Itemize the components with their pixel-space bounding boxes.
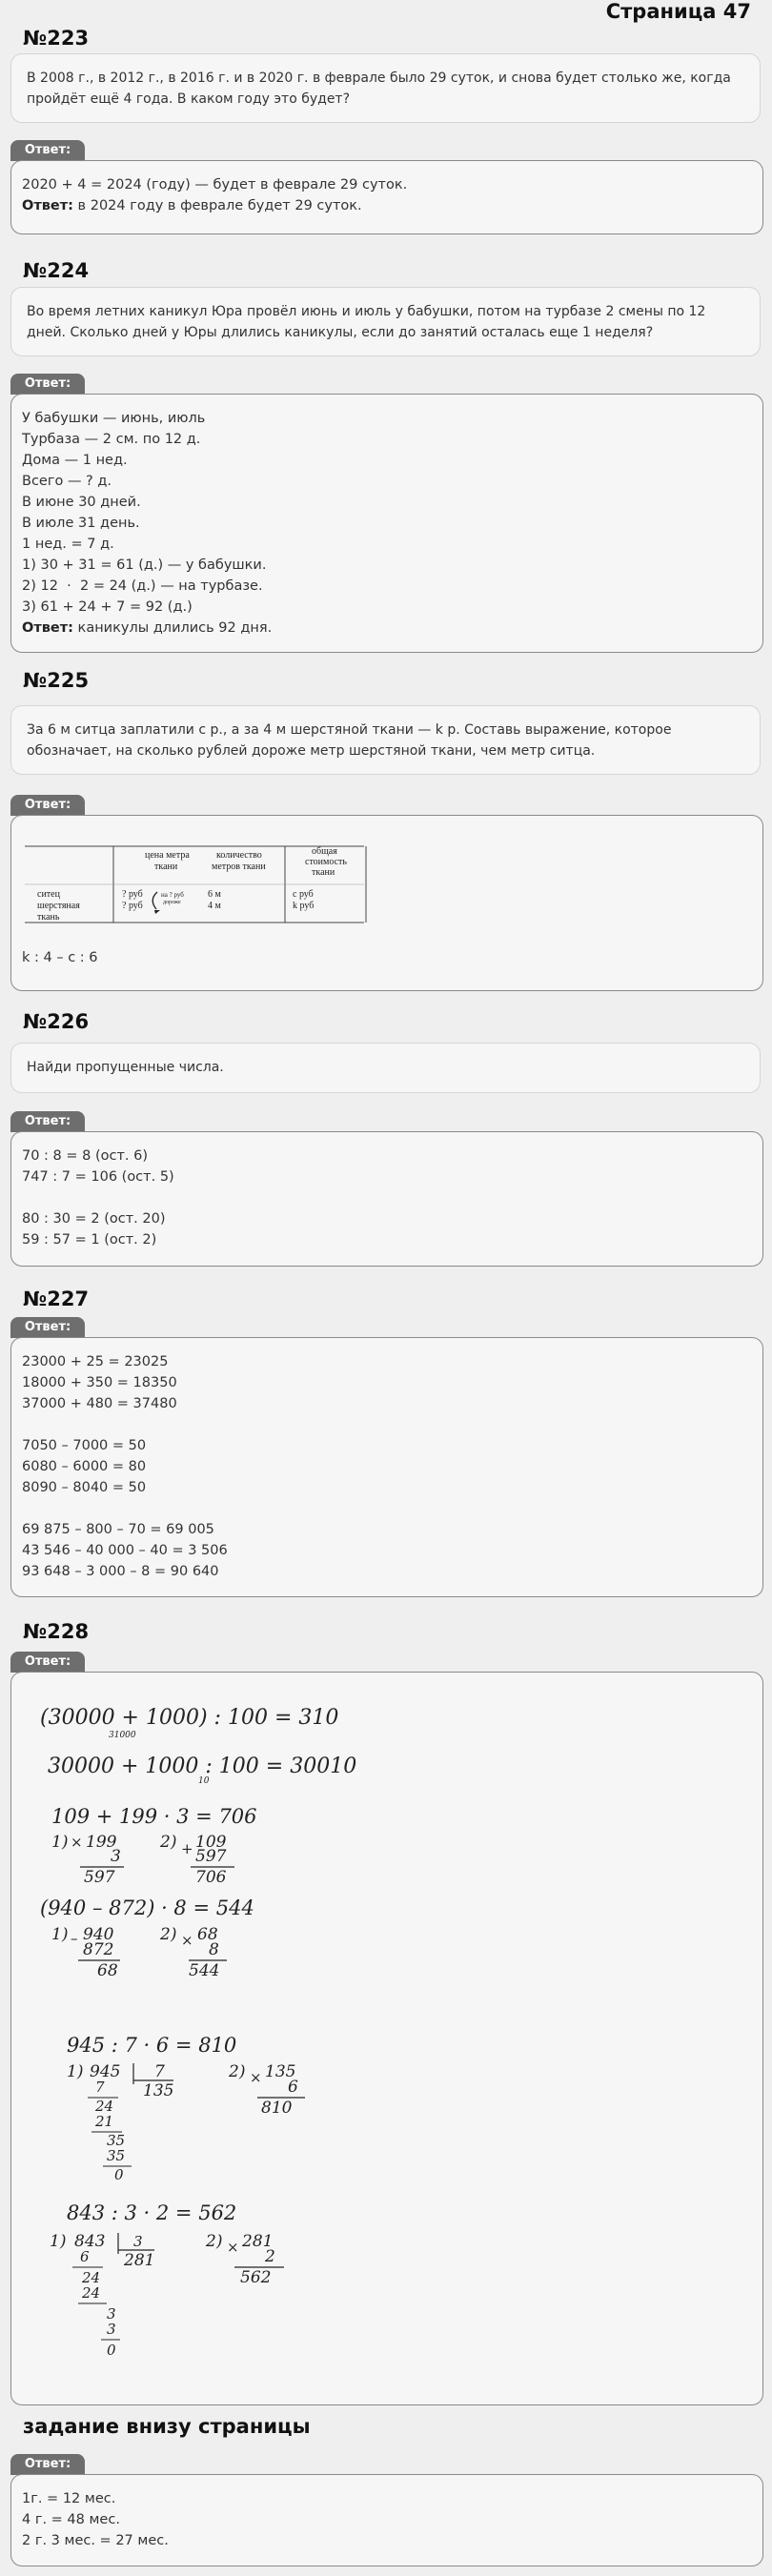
hw-step-num: 1) (51, 1925, 69, 1944)
hw-num: 21 (95, 2113, 114, 2130)
answer-line: 69 875 – 800 – 70 = 69 005 (22, 1522, 214, 1537)
table-header-qty-2: метров ткани (212, 862, 266, 872)
row-wool-total: k руб (293, 901, 315, 911)
row-wool-price: ? руб (122, 901, 143, 911)
hw-num: 7 (154, 2062, 165, 2081)
hw-num: 199 (86, 1833, 117, 1852)
hw-note: 31000 (109, 1731, 136, 1740)
answer-text: в 2024 году в феврале будет 29 суток. (72, 198, 362, 213)
task-227-answer-tab[interactable]: Ответ: (10, 1317, 85, 1338)
hw-num: 24 (82, 2284, 101, 2302)
hw-num: 3 (107, 2305, 116, 2322)
hw-num: 706 (195, 1868, 227, 1887)
answer-line (22, 618, 752, 639)
hw-op: × (227, 2239, 239, 2256)
table-header-price: цена метра (145, 850, 190, 861)
bottom-answer-tab[interactable]: Ответ: (10, 2454, 85, 2475)
hw-expr: 109 + 199 · 3 = 706 (51, 1805, 257, 1828)
answer-line: В июле 31 день. (22, 516, 140, 531)
answer-line: 2020 + 4 = 2024 (году) — будет в феврале 29 суток. (22, 177, 408, 193)
hw-num: 3 (133, 2233, 143, 2250)
hw-step-num: 1) (51, 1833, 69, 1852)
hw-num: 24 (82, 2269, 101, 2286)
answer-line: 59 : 57 = 1 (ост. 2) (22, 1232, 157, 1247)
hw-op: + (181, 1840, 193, 1857)
hw-num: 7 (95, 2079, 105, 2096)
answer-prefix: Ответ: (22, 620, 73, 636)
answer-line: 37000 + 480 = 37480 (22, 1396, 177, 1411)
hw-expr: 945 : 7 · 6 = 810 (67, 2034, 237, 2057)
task-224-title: №224 (23, 259, 90, 282)
task-226-question: Найди пропущенные числа. (10, 1043, 761, 1093)
task-226-title: №226 (23, 1010, 90, 1033)
hw-num: 6 (288, 2078, 298, 2097)
hw-step-num: 1) (50, 2232, 67, 2251)
answer-line: 70 : 8 = 8 (ост. 6) (22, 1148, 149, 1164)
table-header-qty: количество (216, 850, 262, 861)
task-223-question: В 2008 г., в 2012 г., в 2016 г. и в 2020 г. в феврале было 29 суток, и снова будет столько же, когда пройдёт ещё 4 года. В каком году это будет? (10, 53, 761, 123)
answer-prefix: Ответ: (22, 198, 73, 213)
row-cotton-qty: 6 м (208, 889, 221, 900)
row-label-wool: шерстяная (37, 901, 80, 911)
task-228-answer-tab[interactable]: Ответ: (10, 1652, 85, 1673)
hw-expr: 843 : 3 · 2 = 562 (67, 2201, 237, 2224)
spacer (22, 1498, 752, 1519)
answer-line: 3) 61 + 24 + 7 = 92 (д.) (22, 599, 193, 615)
hw-step-num: 2) (160, 1833, 177, 1852)
hw-num: 945 (90, 2062, 121, 2081)
task-225-answer (10, 815, 763, 991)
task-226-answer (10, 1131, 763, 1267)
hw-num: 3 (111, 1847, 121, 1866)
hw-num: 109 (195, 1833, 227, 1852)
task-228-title: №228 (23, 1620, 90, 1643)
bottom-task-title: задание внизу страницы (23, 2415, 311, 2438)
hw-step-num: 2) (229, 2062, 246, 2081)
answer-line: 43 546 – 40 000 – 40 = 3 506 (22, 1543, 228, 1558)
answer-line: Всего — ? д. (22, 474, 112, 489)
answer-line: 7050 – 7000 = 50 (22, 1438, 147, 1453)
answer-line: 18000 + 350 = 18350 (22, 1375, 177, 1390)
arrow-note-2: дороже (163, 900, 181, 905)
hw-op: × (181, 1932, 193, 1949)
hw-num: 0 (107, 2342, 116, 2359)
hw-num: 135 (143, 2081, 174, 2100)
task-223-title: №223 (23, 27, 90, 50)
hw-step-num: 2) (206, 2232, 223, 2251)
bottom-answer (10, 2474, 763, 2566)
answer-line (22, 195, 752, 216)
task-225-title: №225 (23, 669, 90, 692)
hw-num: 940 (83, 1925, 114, 1944)
spacer (22, 1414, 752, 1435)
hw-expr: (940 – 872) · 8 = 544 (40, 1897, 254, 1919)
hw-op: – (71, 1930, 78, 1947)
page-number: Страница 47 (605, 0, 751, 23)
answer-line: 2) 12 · 2 = 24 (д.) — на турбазе. (22, 578, 263, 594)
task-223-answer (10, 160, 763, 234)
table-header-price-2: ткани (154, 862, 178, 872)
hw-num: 810 (261, 2099, 293, 2118)
hw-num: 68 (97, 1961, 118, 1980)
task-225-answer-tab[interactable]: Ответ: (10, 795, 85, 816)
task-228-answer (10, 1672, 763, 2405)
answer-line: 23000 + 25 = 23025 (22, 1354, 169, 1369)
answer-line: У бабушки — июнь, июль (22, 411, 206, 426)
hw-num: 872 (83, 1940, 114, 1959)
task-225-table-image (21, 844, 383, 949)
task-224-question: Во время летних каникул Юра провёл июнь и июль у бабушки, потом на турбазе 2 смены по 12 дней. Сколько дней у Юры длились каникулы, если до занятий осталась еще 1 неделя? (10, 287, 761, 356)
arrow-head-icon (154, 910, 160, 914)
answer-line: 4 г. = 48 мес. (22, 2512, 120, 2527)
hw-num: 562 (240, 2268, 272, 2287)
arrow-note: на ? руб (161, 891, 184, 899)
answer-line: 1 нед. = 7 д. (22, 537, 114, 552)
answer-line: 1г. = 12 мес. (22, 2491, 116, 2506)
answer-line: 1) 30 + 31 = 61 (д.) — у бабушки. (22, 558, 267, 573)
answer-line: Турбаза — 2 см. по 12 д. (22, 432, 201, 447)
answer-line: 8090 – 8040 = 50 (22, 1480, 147, 1495)
row-cotton-total: с руб (293, 889, 314, 900)
row-wool-qty: 4 м (208, 901, 221, 911)
hw-num: 3 (107, 2321, 116, 2338)
task-228-handwritten-image (11, 1673, 762, 2404)
answer-line: 93 648 – 3 000 – 8 = 90 640 (22, 1564, 219, 1579)
answer-line: 2 г. 3 мес. = 27 мес. (22, 2533, 169, 2548)
row-label-cotton: ситец (37, 889, 60, 900)
task-225-question: За 6 м ситца заплатили с р., а за 4 м шерстяной ткани — k р. Составь выражение, которое обозначает, на сколько рублей дороже метр шерстяной ткани, чем метр ситца. (10, 705, 761, 775)
table-header-total-3: ткани (312, 867, 335, 878)
answer-line: 6080 – 6000 = 80 (22, 1459, 147, 1474)
row-cotton-price: ? руб (122, 889, 143, 900)
hw-num: 35 (107, 2147, 126, 2164)
task-225-expression: k : 4 – c : 6 (22, 950, 98, 965)
hw-num: 281 (242, 2232, 274, 2251)
answer-line: 80 : 30 = 2 (ост. 20) (22, 1211, 166, 1227)
hw-num: 597 (84, 1868, 115, 1887)
hw-num: 24 (95, 2098, 114, 2115)
answer-line: В июне 30 дней. (22, 495, 141, 510)
answer-line: 747 : 7 = 106 (ост. 5) (22, 1169, 174, 1185)
hw-op: × (250, 2069, 262, 2086)
hw-num: 843 (74, 2232, 106, 2251)
hw-num: 0 (114, 2166, 124, 2183)
hw-num: 8 (209, 1940, 219, 1959)
hw-expr: (30000 + 1000) : 100 = 310 (40, 1706, 339, 1730)
task-224-answer (10, 394, 763, 653)
hw-num: 281 (124, 2251, 155, 2270)
hw-num: 68 (197, 1925, 218, 1944)
hw-step-num: 2) (160, 1925, 177, 1944)
hw-num: 135 (265, 2062, 296, 2081)
row-label-wool-2: ткань (37, 912, 60, 923)
comparison-arrow-icon (152, 892, 157, 909)
hw-expr: 30000 + 1000 : 100 = 30010 (48, 1755, 357, 1778)
hw-num: 35 (107, 2132, 126, 2149)
task-224-answer-tab[interactable]: Ответ: (10, 374, 85, 395)
table-header-total: общая (312, 846, 337, 857)
hw-op: × (71, 1834, 83, 1851)
answer-line: Дома — 1 нед. (22, 453, 128, 468)
hw-note: 10 (198, 1776, 210, 1786)
table-header-total-2: стоимость (305, 857, 347, 867)
hw-num: 2 (265, 2247, 275, 2266)
answer-text: каникулы длились 92 дня. (72, 620, 273, 636)
task-227-answer (10, 1337, 763, 1597)
hw-step-num: 1) (67, 2062, 84, 2081)
hw-num: 597 (195, 1847, 227, 1866)
task-227-title: №227 (23, 1288, 90, 1310)
hw-num: 6 (80, 2248, 90, 2265)
hw-num: 544 (189, 1961, 220, 1980)
spacer (22, 1187, 752, 1208)
task-223-answer-tab[interactable]: Ответ: (10, 140, 85, 161)
task-226-answer-tab[interactable]: Ответ: (10, 1111, 85, 1132)
